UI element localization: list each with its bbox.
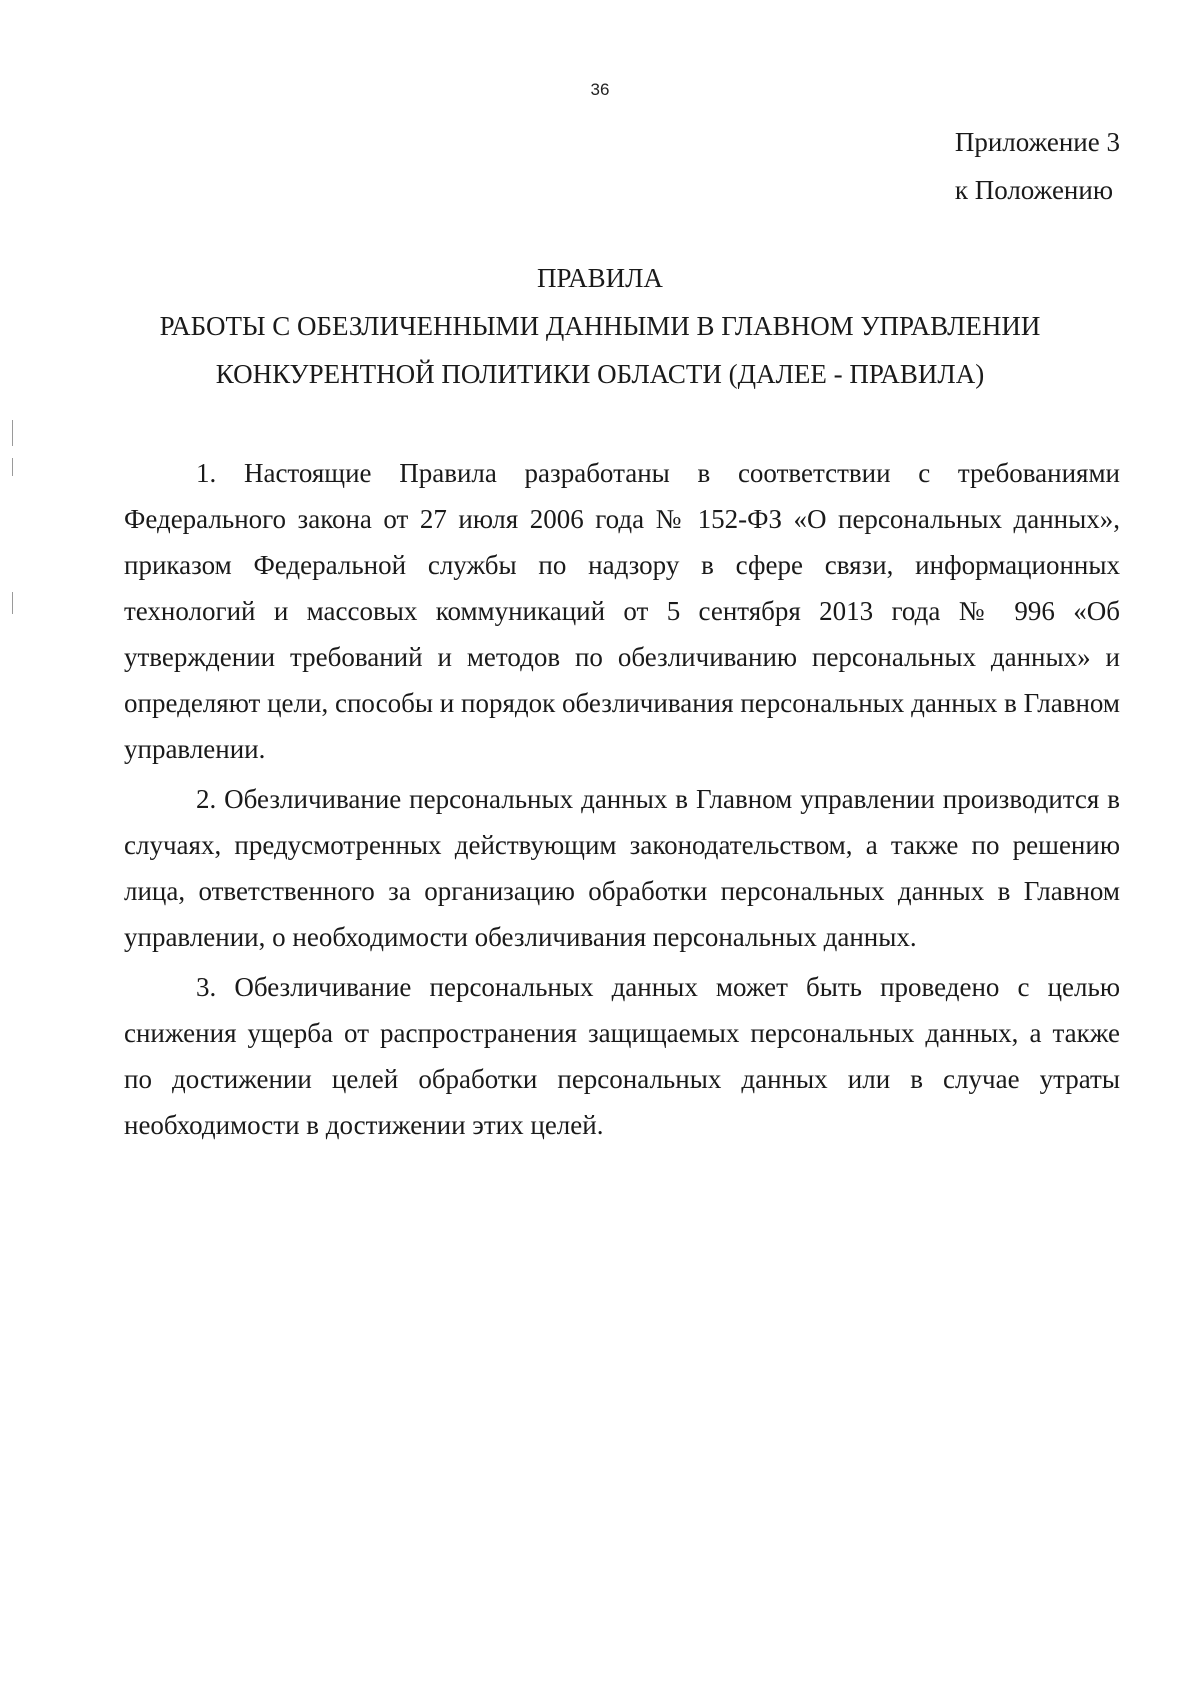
title-line-2: РАБОТЫ С ОБЕЗЛИЧЕННЫМИ ДАННЫМИ В ГЛАВНОМ УПРАВЛЕНИИ — [159, 311, 1041, 341]
document-body — [124, 450, 1120, 1152]
title-line-3: КОНКУРЕНТНОЙ ПОЛИТИКИ ОБЛАСТИ (ДАЛЕЕ - ПРАВИЛА) — [215, 359, 985, 389]
paragraph-2: 2. Обезличивание персональных данных в Главном управлении производится в случаях, предусмотренных действующим законодательством, а также по решению лица, ответственного за организацию обработки персональных данных в Главном управлении, о необходимости обезличивания персональных данных. — [124, 784, 1120, 952]
scan-artifact-mark — [12, 420, 13, 446]
document-title — [0, 254, 1200, 398]
appendix-line-1: Приложение 3 — [954, 127, 1120, 157]
paragraph-3: 3. Обезличивание персональных данных может быть проведено с целью снижения ущерба от распространения защищаемых персональных данных, а также по достижении целей обработки персональных данных или в случае утраты необходимости в достижении этих целей. — [124, 972, 1120, 1140]
paragraph-1: 1. Настоящие Правила разработаны в соответствии с требованиями Федерального закона от 27 июля 2006 года № 152-ФЗ «О персональных данных», приказом Федеральной службы по надзору в сфере связи, информационных технологий и массовых коммуникаций от 5 сентября 2013 года № 996 «Об утверждении требований и методов по обезличиванию персональных данных» и определяют цели, способы и порядок обезличивания персональных данных в Главном управлении. — [124, 458, 1120, 764]
scan-artifact-mark — [12, 592, 13, 614]
scan-artifact-mark — [12, 458, 13, 476]
title-line-1: ПРАВИЛА — [537, 263, 663, 293]
appendix-line-2: к Положению — [954, 175, 1113, 205]
page-number: 36 — [590, 80, 610, 99]
appendix-reference — [955, 118, 1120, 214]
